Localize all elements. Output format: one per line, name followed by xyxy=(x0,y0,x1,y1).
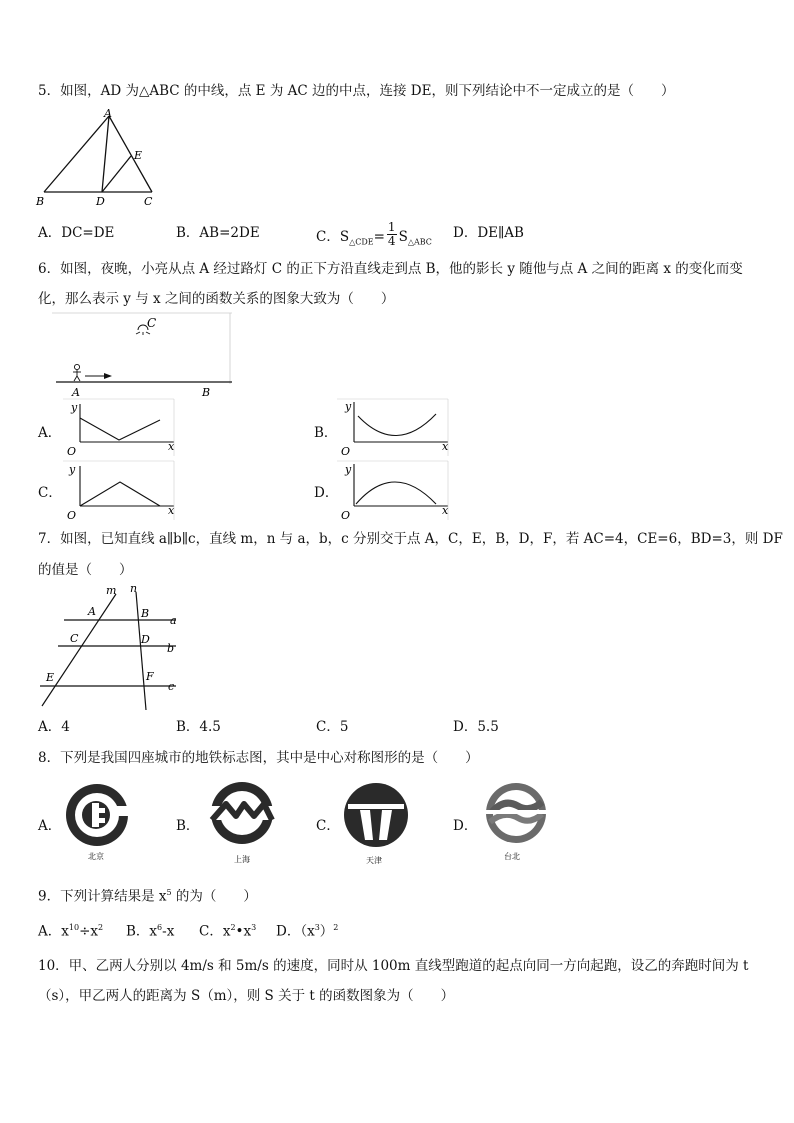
q6-option-c: C． xyxy=(38,485,62,501)
q5-option-c-s1: C．S xyxy=(316,229,350,245)
q6-label-c: C xyxy=(147,316,157,330)
q5-side-ac xyxy=(109,116,152,192)
q7-stem-line1: 7．如图，已知直线 a∥b∥c，直线 m，n 与 a，b，c 分别交于点 A，C，E，B，D，F，若 AC=4，CE=6，BD=3，则 DF xyxy=(38,531,783,547)
q6-graph-a xyxy=(62,398,180,458)
q7-label-b-pt: B xyxy=(141,607,150,620)
q5-option-c-s2: S xyxy=(398,229,408,245)
q8-option-a: A． xyxy=(38,818,62,834)
q6-graph-d-curve xyxy=(356,482,436,504)
q9-b-sup: 6 xyxy=(157,923,163,932)
q9-stem-sup: 5 xyxy=(166,888,172,897)
q5-option-c-eq: = xyxy=(373,229,385,245)
q9-stem-suffix: 的为（ ） xyxy=(171,888,257,905)
q5-label-a: A xyxy=(104,107,112,120)
q6-graph-a-curve xyxy=(80,418,160,440)
q9-d-sup2: 2 xyxy=(333,923,339,932)
q8-option-b: B． xyxy=(176,818,200,834)
q6-label-a: A xyxy=(72,386,80,399)
q6-graph-c-y: y xyxy=(69,463,76,476)
q7-label-m: m xyxy=(106,584,117,597)
q6-graph-b xyxy=(336,398,454,458)
q6-label-b: B xyxy=(202,386,211,399)
q7-option-b: B．4.5 xyxy=(176,719,221,735)
q6-graph-c-x: x xyxy=(168,504,175,517)
q6-graph-b-o: O xyxy=(341,445,351,458)
q8-caption-d: 台北 xyxy=(504,852,520,861)
q7-label-c-line: c xyxy=(168,680,175,693)
q9-b-rest: -x xyxy=(162,923,175,940)
q6-graph-c xyxy=(62,460,180,522)
person-icon xyxy=(73,364,81,381)
q5-segment-de xyxy=(102,156,131,192)
q5-option-c-sub1: △CDE xyxy=(349,237,374,247)
q9-b-base: B．x xyxy=(126,923,158,940)
q6-graph-b-x: x xyxy=(442,440,449,453)
q7-option-a: A．4 xyxy=(38,719,70,735)
q6-graph-b-y: y xyxy=(345,400,352,413)
q9-stem xyxy=(38,884,257,906)
q5-label-e: E xyxy=(134,149,143,162)
q6-graph-d-o: O xyxy=(341,509,351,522)
q7-line-m xyxy=(42,594,116,706)
q9-c-rest: •x xyxy=(235,923,252,940)
q9-option-c xyxy=(199,919,256,941)
q9-stem-prefix: 9．下列计算结果是 x xyxy=(38,888,167,905)
q8-caption-b: 上海 xyxy=(234,855,250,864)
q9-a-rest: ÷x xyxy=(79,923,98,940)
q10-stem-line2: （s），甲乙两人的距离为 S（m），则 S 关于 t 的函数图象为（ ） xyxy=(38,988,455,1004)
tianjin-metro-logo-icon xyxy=(340,780,412,852)
q6-graph-d-x: x xyxy=(442,504,449,517)
q9-option-a xyxy=(38,919,103,941)
q9-c-base: C．x xyxy=(199,923,231,940)
q7-option-c: C．5 xyxy=(316,719,349,735)
q6-graph-c-curve xyxy=(80,482,160,506)
q7-label-d-pt: D xyxy=(141,633,150,646)
q7-label-a-pt: A xyxy=(88,605,96,618)
q6-stem-line1: 6．如图，夜晚，小亮从点 A 经过路灯 C 的正下方沿直线走到点 B，他的影长 y 随他与点 A 之间的距离 x 的变化而变 xyxy=(38,261,743,277)
q6-stem-line2: 化，那么表示 y 与 x 之间的函数关系的图象大致为（ ） xyxy=(38,291,395,307)
q5-label-d: D xyxy=(96,195,105,208)
q6-option-a: A． xyxy=(38,425,62,441)
q5-option-c xyxy=(316,220,432,252)
q5-median-ad xyxy=(102,116,109,192)
q6-option-b: B． xyxy=(314,425,338,441)
q6-graph-d-y: y xyxy=(345,463,352,476)
q5-fraction-num: 1 xyxy=(387,220,396,234)
q5-label-b: B xyxy=(36,195,45,208)
q9-a-sup2: 2 xyxy=(98,923,104,932)
q9-c-sup2: 3 xyxy=(251,923,257,932)
q7-label-a-line: a xyxy=(170,614,177,627)
q9-d-sup: 3 xyxy=(314,923,320,932)
q8-option-d: D． xyxy=(453,818,478,834)
q5-side-ab xyxy=(44,116,109,192)
q7-label-f-pt: F xyxy=(146,670,154,683)
q7-label-n: n xyxy=(130,582,138,595)
q9-d-rest: ） xyxy=(319,923,334,940)
q7-stem-line2: 的值是（ ） xyxy=(38,562,133,578)
shanghai-metro-logo-icon xyxy=(206,780,278,852)
q7-label-e-pt: E xyxy=(46,671,55,684)
q5-option-c-fraction xyxy=(387,221,397,248)
q9-c-sup: 2 xyxy=(230,923,236,932)
q6-graph-d xyxy=(336,460,454,522)
q8-option-c: C． xyxy=(316,818,340,834)
q5-stem: 5．如图，AD 为△ABC 的中线，点 E 为 AC 边的中点，连接 DE，则下列结论中不一定成立的是（ ） xyxy=(38,83,675,99)
q7-label-c-pt: C xyxy=(70,632,79,645)
q5-fraction-den: 4 xyxy=(387,234,396,248)
q5-option-b: B．AB=2DE xyxy=(176,225,260,241)
q8-caption-a: 北京 xyxy=(88,852,104,861)
q9-a-base: A．x xyxy=(38,923,69,940)
q10-stem-line1: 10．甲、乙两人分别以 4m/s 和 5m/s 的速度，同时从 100m 直线型跑道的起点向同一方向起跑，设乙的奔跑时间为 t xyxy=(38,958,749,974)
q7-parallel-lines-figure xyxy=(36,582,186,712)
taipei-metro-logo-icon xyxy=(478,780,554,846)
q9-option-b xyxy=(126,919,174,941)
q7-option-d: D．5.5 xyxy=(453,719,499,735)
q8-caption-c: 天津 xyxy=(366,856,382,865)
q6-scene-figure xyxy=(52,312,236,400)
q5-triangle-figure xyxy=(34,104,164,210)
q8-stem: 8．下列是我国四座城市的地铁标志图，其中是中心对称图形的是（ ） xyxy=(38,750,479,766)
q9-option-d xyxy=(276,919,338,941)
q6-graph-a-o: O xyxy=(67,445,77,458)
q7-label-b-line: b xyxy=(167,642,175,655)
walk-arrow-icon xyxy=(85,373,112,379)
q6-graph-a-y: y xyxy=(71,401,78,414)
q5-label-c: C xyxy=(144,195,153,208)
q6-graph-c-o: O xyxy=(67,509,77,522)
q5-option-a: A．DC=DE xyxy=(38,225,115,241)
q9-a-sup: 10 xyxy=(68,923,80,932)
q9-d-base: D．（x xyxy=(276,923,315,940)
q6-graph-a-x: x xyxy=(168,440,175,453)
beijing-metro-logo-icon xyxy=(62,780,134,852)
q5-option-c-sub2: △ABC xyxy=(407,237,432,247)
q5-option-d: D．DE∥AB xyxy=(453,225,524,241)
q6-option-d: D． xyxy=(314,485,339,501)
q6-graph-b-curve xyxy=(358,414,436,436)
